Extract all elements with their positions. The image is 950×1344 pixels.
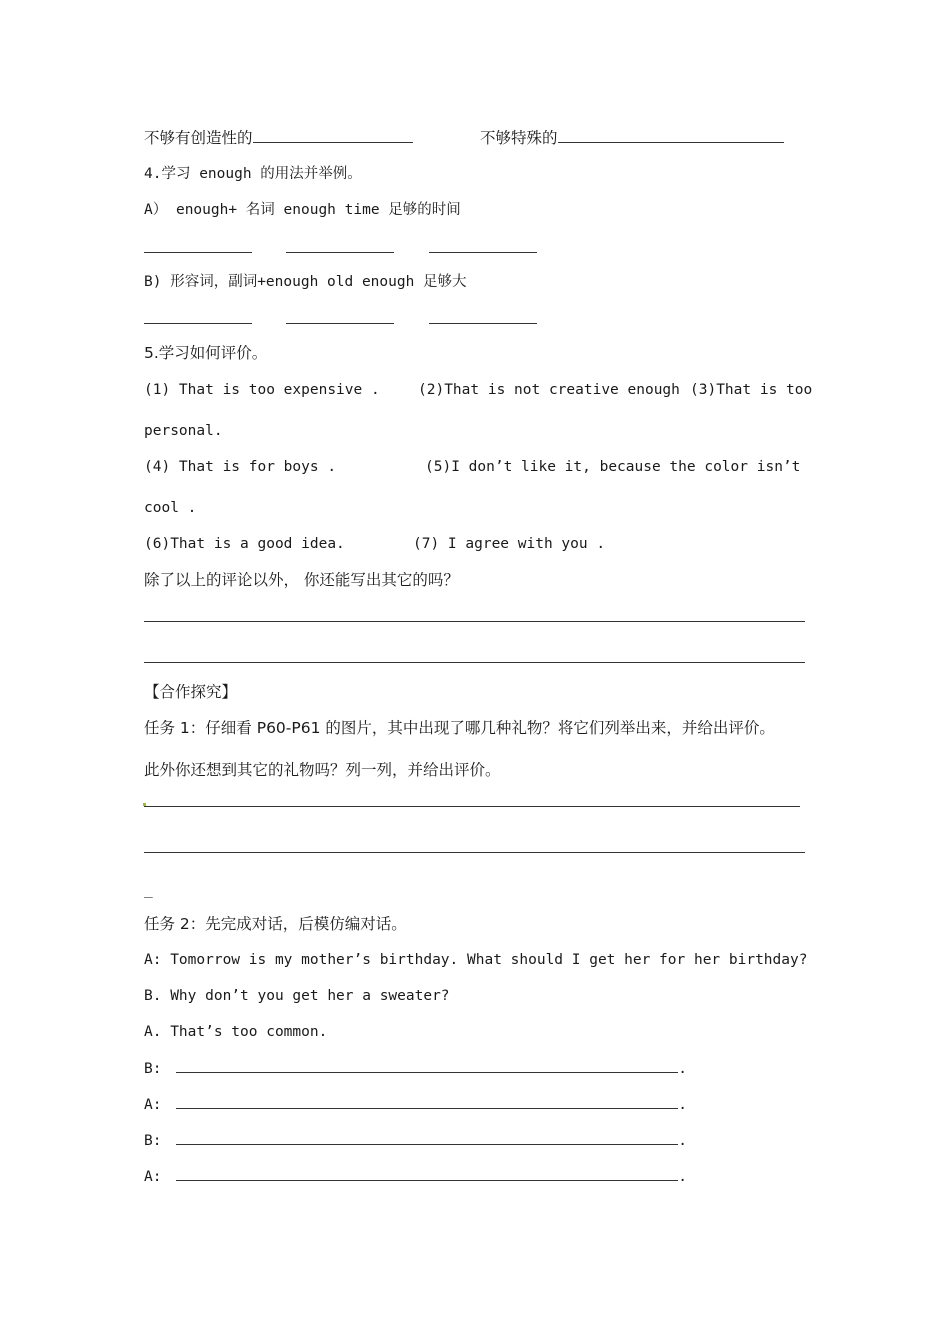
eval-5a: (5)I don’t like it, because the color isn’t [425, 459, 801, 475]
item4-a: A） enough+ 名词 enough time 足够的时间 [144, 202, 461, 218]
not-creative-label: 不够有创造性的 [144, 129, 253, 147]
dialogue-b3-row [144, 1130, 687, 1151]
dialogue-b1: B. Why don’t you get her a sweater? [144, 988, 450, 1004]
dialogue-a3-row [144, 1094, 687, 1115]
dialogue-b2-label: B: [144, 1061, 162, 1077]
dialogue-b3-blank[interactable] [176, 1130, 678, 1145]
item4-a-blank-3[interactable] [429, 252, 537, 253]
item4-title: 4.学习 enough 的用法并举例。 [144, 166, 362, 182]
not-creative-row [144, 128, 413, 148]
task1-answer-line-2[interactable] [144, 852, 805, 853]
item4-b-blank-2[interactable] [286, 323, 394, 324]
not-special-label: 不够特殊的 [480, 129, 558, 147]
item5-title: 5.学习如何评价。 [144, 344, 268, 362]
dialogue-a2: A. That’s too common. [144, 1024, 328, 1040]
task2-title: 任务 2：先完成对话，后模仿编对话。 [144, 915, 407, 933]
dialogue-a4-period: . [678, 1169, 687, 1185]
eval-1: (1) That is too expensive . [144, 382, 380, 398]
dialogue-a1: A: Tomorrow is my mother’s birthday. What should I get her for her birthday? [144, 952, 808, 968]
dialogue-b2-row [144, 1058, 687, 1079]
not-special-blank[interactable] [558, 128, 784, 143]
eval-6: (6)That is a good idea. [144, 536, 345, 552]
eval-5b: cool . [144, 500, 197, 516]
task1-line-b: 此外你还想到其它的礼物吗？列一列，并给出评价。 [144, 761, 501, 779]
task1-line-a: 任务 1：仔细看 P60-P61 的图片，其中出现了哪几种礼物？将它们列举出来，并给出评价。 [144, 719, 775, 737]
coop-heading: 【合作探究】 [144, 683, 238, 701]
dialogue-a3-label: A: [144, 1097, 162, 1113]
other-comments-prompt: 除了以上的评论以外， 你还能写出其它的吗？ [144, 571, 459, 589]
item4-b-blank-1[interactable] [144, 323, 252, 324]
eval-3a: (3)That is too [690, 382, 813, 398]
dialogue-b2-blank[interactable] [176, 1058, 678, 1073]
dialogue-a3-period: . [678, 1097, 687, 1113]
dialogue-a4-blank[interactable] [176, 1166, 678, 1181]
item4-b-blank-3[interactable] [429, 323, 537, 324]
dialogue-a4-row [144, 1166, 687, 1187]
answer-line-2[interactable] [144, 662, 805, 663]
dialogue-b3-label: B: [144, 1133, 162, 1149]
item4-a-blank-2[interactable] [286, 252, 394, 253]
dialogue-a3-blank[interactable] [176, 1094, 678, 1109]
stray-dash: _ [144, 882, 153, 898]
dialogue-b2-period: . [678, 1061, 687, 1077]
eval-2: (2)That is not creative enough [418, 382, 680, 398]
dialogue-b3-period: . [678, 1133, 687, 1149]
eval-7: (7) I agree with you . [413, 536, 606, 552]
item4-b: B) 形容词，副词+enough old enough 足够大 [144, 274, 467, 290]
not-special-row [480, 128, 784, 148]
eval-4: (4) That is for boys . [144, 459, 337, 475]
not-creative-blank[interactable] [253, 128, 413, 143]
task1-answer-line-1[interactable] [144, 806, 800, 807]
dialogue-a4-label: A: [144, 1169, 162, 1185]
answer-line-1[interactable] [144, 621, 805, 622]
eval-3b: personal. [144, 423, 223, 439]
item4-a-blank-1[interactable] [144, 252, 252, 253]
